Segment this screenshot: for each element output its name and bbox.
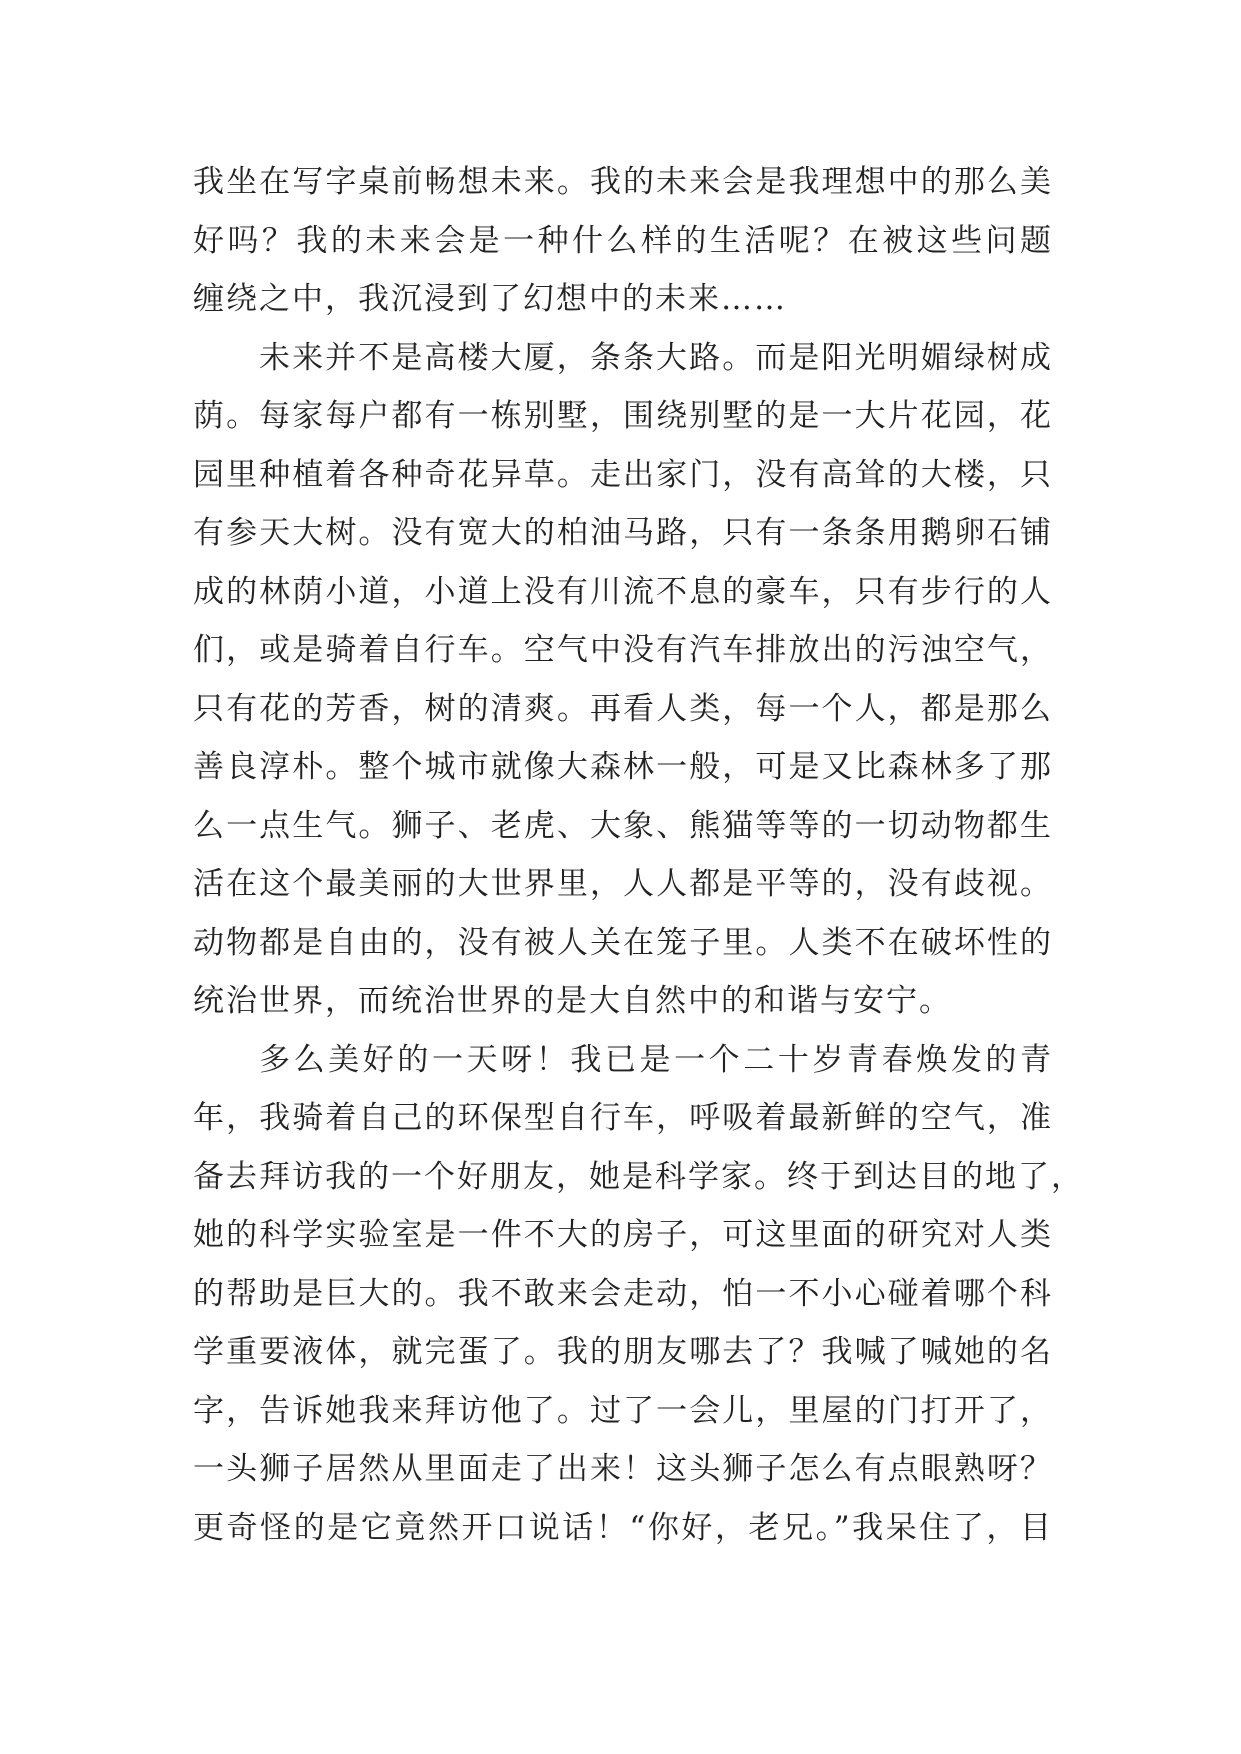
text-line: 只有花的芳香，树的清爽。再看人类，每一个人，都是那么 xyxy=(193,690,1053,727)
text-line: 备去拜访我的一个好朋友，她是科学家。终于到达目的地了， xyxy=(193,1158,1084,1195)
text-line: 动物都是自由的，没有被人关在笼子里。人类不在破坏性的 xyxy=(193,924,1053,961)
text-line: 她的科学实验室是一件不大的房子，可这里面的研究对人类 xyxy=(193,1217,1053,1253)
text-line: 更奇怪的是它竟然开口说话！“你好，老兄。”我呆住了，目 xyxy=(193,1509,1053,1546)
text-line: 荫。每家每户都有一栋别墅，围绕别墅的是一大片花园，花 xyxy=(193,398,1053,434)
text-line: 一头狮子居然从里面走了出来！这头狮子怎么有点眼熟呀？ xyxy=(193,1451,1053,1487)
text-line: 善良淳朴。整个城市就像大森林一般，可是又比森林多了那 xyxy=(193,749,1053,785)
text-line: 们，或是骑着自行车。空气中没有汽车排放出的污浊空气， xyxy=(193,632,1053,668)
text-line: 有参天大树。没有宽大的柏油马路，只有一条条用鹅卵石铺 xyxy=(193,515,1053,551)
text-line: 学重要液体，就完蛋了。我的朋友哪去了？我喊了喊她的名 xyxy=(193,1334,1053,1370)
text-line: 好吗？我的未来会是一种什么样的生活呢？在被这些问题 xyxy=(193,222,1053,259)
text-line: 年，我骑着自己的环保型自行车，呼吸着最新鲜的空气，准 xyxy=(193,1100,1053,1136)
paragraph-start-line: 未来并不是高楼大厦，条条大路。而是阳光明媚绿树成 xyxy=(259,339,1053,376)
text-line: 成的林荫小道，小道上没有川流不息的豪车，只有步行的人 xyxy=(193,573,1053,610)
text-line: 么一点生气。狮子、老虎、大象、熊猫等等的一切动物都生 xyxy=(193,807,1053,844)
text-line: 活在这个最美丽的大世界里，人人都是平等的，没有歧视。 xyxy=(193,866,1053,902)
body-text xyxy=(193,153,1084,1557)
text-line: 我坐在写字桌前畅想未来。我的未来会是我理想中的那么美 xyxy=(193,164,1053,200)
text-line: 缠绕之中，我沉浸到了幻想中的未来…… xyxy=(193,281,787,317)
text-line: 字，告诉她我来拜访他了。过了一会儿，里屋的门打开了， xyxy=(193,1392,1053,1429)
paragraph-start-line: 多么美好的一天呀！我已是一个二十岁青春焕发的青 xyxy=(259,1041,1053,1078)
text-line: 园里种植着各种奇花异草。走出家门，没有高耸的大楼，只 xyxy=(193,456,1053,493)
text-line: 统治世界，而统治世界的是大自然中的和谐与安宁。 xyxy=(193,983,952,1019)
text-line: 的帮助是巨大的。我不敢来会走动，怕一不小心碰着哪个科 xyxy=(193,1275,1053,1312)
